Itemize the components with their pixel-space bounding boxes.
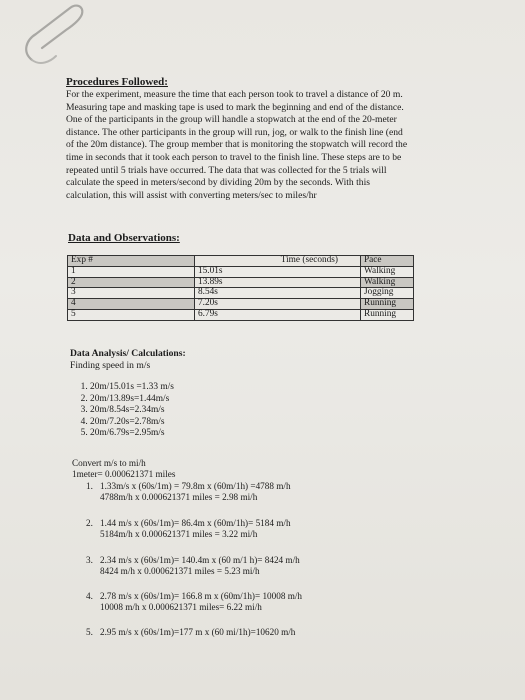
header-pace: Pace	[361, 256, 414, 267]
conversion-title: Convert m/s to mi/h	[72, 458, 146, 468]
conversion-header	[72, 458, 492, 480]
procedures-title: Procedures Followed:	[66, 76, 168, 88]
conversion-item: 2. 1.44 m/s x (60s/1m)= 86.4m x (60m/1h)= 5184 m/h 5184m/h x 0.000621371 miles = 3.22 mi/h	[86, 518, 291, 539]
conversion-item: 1. 1.33m/s x (60s/1m) = 79.8m x (60m/1h) =4788 m/h 4788m/h x 0.000621371 miles = 2.98 mi/h	[86, 481, 291, 502]
procedures-line: time in seconds that it took each person to travel to the finish line. These steps are to be	[66, 151, 402, 163]
list-item: 3. 20m/8.54s=2.34m/s	[90, 405, 174, 417]
conversion-factor: 1meter= 0.000621371 miles	[72, 468, 176, 479]
procedures-line: calculate the speed in meters/second by dividing 20m by the seconds. With this	[66, 177, 370, 189]
speed-list	[70, 382, 174, 440]
table-row: 5 6.79s Running	[68, 309, 414, 320]
table-row: 1 15.01s Walking	[68, 266, 414, 277]
procedures-line: repeated until 5 trials have occurred. The data that was collected for the 5 trials will	[66, 164, 387, 176]
procedures-line: One of the participants in the group will handle a stopwatch at the end of the 20-meter	[66, 114, 397, 126]
procedures-line: distance. The other participants in the group will run, jog, or walk to the finish line (end	[66, 126, 403, 138]
table-row: 2 13.89s Walking	[68, 277, 414, 288]
procedures-section	[66, 76, 466, 202]
conversion-item: 3. 2.34 m/s x (60s/1m)= 140.4m x (60 m/1 h)= 8424 m/h 8424 m/h x 0.000621371 miles = 5.23 mi/h	[86, 555, 300, 576]
observations-title: Data and Observations:	[68, 232, 180, 244]
table-row: 3 8.54s Jogging	[68, 288, 414, 299]
paper-clip-icon	[12, 0, 92, 72]
procedures-line: For the experiment, measure the time that each person took to travel a distance of 20 m.	[66, 89, 403, 100]
conversion-item: 4. 2.78 m/s x (60s/1m)= 166.8 m x (60m/1h)= 10008 m/h 10008 m/h x 0.000621371 miles= 6.22 mi/h	[86, 591, 303, 612]
list-item: 1. 20m/15.01s =1.33 m/s	[90, 382, 174, 394]
observations-table	[67, 255, 414, 321]
procedures-line: Measuring tape and masking tape is used to mark the beginning and end of the distance.	[66, 101, 404, 113]
procedures-line: calculation, this will assist with converting meters/sec to miles/hr	[66, 189, 317, 201]
analysis-section	[70, 348, 186, 372]
header-exp: Exp #	[68, 256, 195, 267]
conversion-item: 5. 2.95 m/s x (60s/1m)=177 m x (60 mi/1h)=10620 m/h	[86, 627, 296, 637]
list-item: 5. 20m/6.79s=2.95m/s	[90, 428, 174, 440]
analysis-title: Data Analysis/ Calculations:	[70, 348, 186, 359]
list-item: 4. 20m/7.20s=2.78m/s	[90, 417, 174, 429]
table-row: 4 7.20s Running	[68, 299, 414, 310]
list-item: 2. 20m/13.89s=1.44m/s	[90, 394, 174, 406]
procedures-line: of the 20m distance). The group member that is monitoring the stopwatch will record the	[66, 139, 408, 151]
header-time: Time (seconds)	[195, 256, 361, 267]
analysis-subtitle: Finding speed in m/s	[70, 359, 151, 371]
table-header-row	[68, 256, 414, 267]
